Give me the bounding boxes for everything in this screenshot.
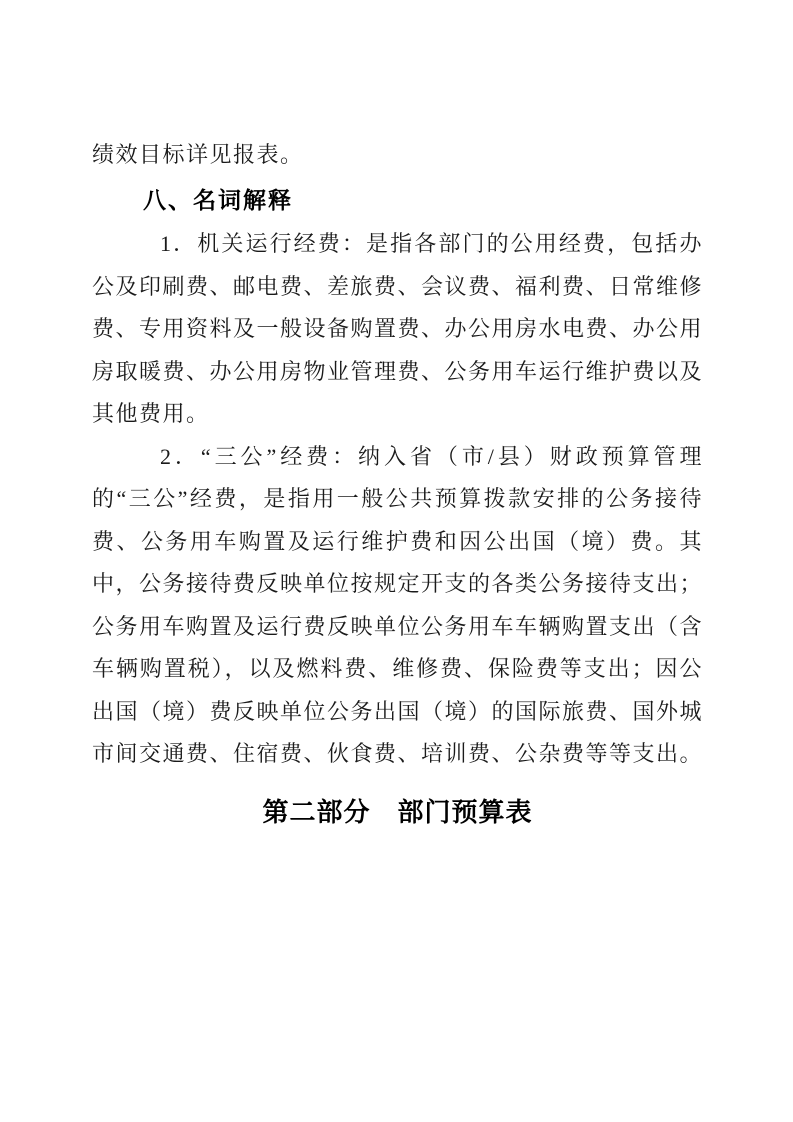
intro-line: 绩效目标详见报表。 [92, 142, 304, 167]
part-heading-budget-tables: 第二部分 部门预算表 [262, 796, 533, 827]
paragraph-three-public-expenses: 2．“三公”经费：纳入省（市/县）财政预算管理的“三公”经费，是指用一般公共预算拨款安排的公务接待费、公务用车购置及运行维护费和因公出国（境）费。其中，公务接待费反映单位按规定开支的各类公务接待支出；公务用车购置及运行费反映单位公务用车车辆购置支出（含车辆购置税），以及燃料费、维修费、保险费等支出；因公出国（境）费反映单位公务出国（境）的国际旅费、国外城市间交通费、住宿费、伙食费、培训费、公杂费等等支出。 [92, 443, 704, 766]
page-content [92, 134, 703, 834]
section-heading-terms: 八、名词解释 [143, 186, 293, 213]
paragraph-agency-operating-expenses: 1．机关运行经费：是指各部门的公用经费，包括办公及印刷费、邮电费、差旅费、会议费、福利费、日常维修费、专用资料及一般设备购置费、办公用房水电费、办公用房取暖费、办公用房物业管理费、公务用车运行维护费以及其他费用。 [92, 231, 704, 426]
